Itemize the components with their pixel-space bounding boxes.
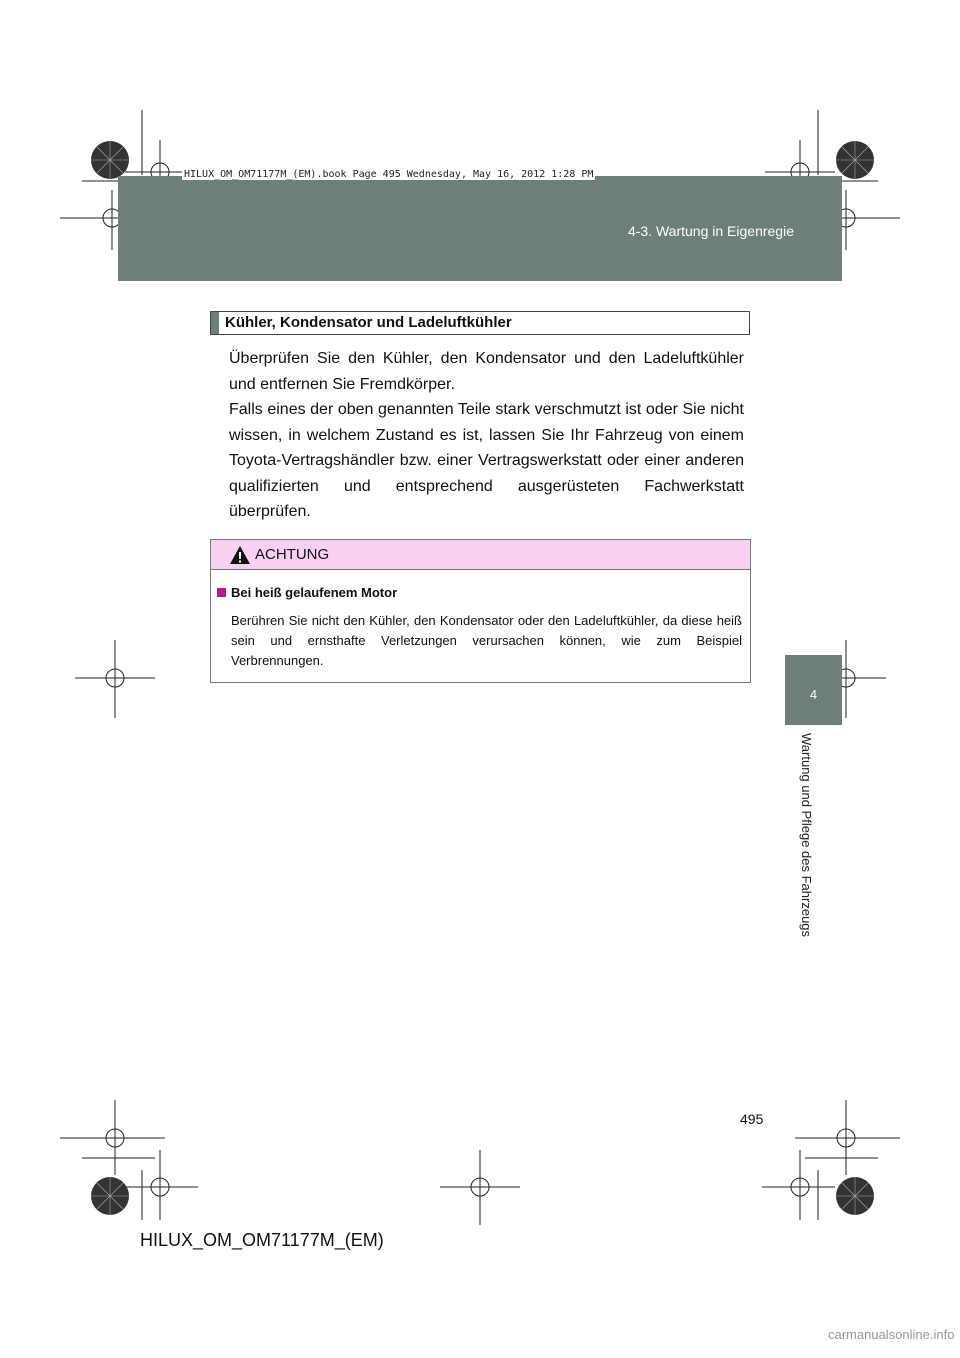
header-section-title: 4-3. Wartung in Eigenregie <box>627 223 794 239</box>
section-body <box>229 346 744 525</box>
header-bookline: HILUX_OM_OM71177M_(EM).book Page 495 Wednesday, May 16, 2012 1:28 PM <box>184 169 594 180</box>
warning-title: ACHTUNG <box>255 546 330 563</box>
warning-text: Berühren Sie nicht den Kühler, den Kondensator oder den Ladeluftkühler, da diese heiß sein und ernsthafte Verletzungen verursachen können, wie zum Beispiel Verbrennungen. <box>231 613 742 668</box>
warning-subheading-text: Bei heiß gelaufenem Motor <box>231 585 398 600</box>
header-band <box>118 176 842 281</box>
footer-watermark: carmanualsonline.info <box>828 1327 955 1342</box>
section-heading <box>210 311 750 335</box>
body-paragraph: Überprüfen Sie den Kühler, den Kondensator und den Ladeluftkühler und entfernen Sie Fremdkörper. <box>229 350 744 393</box>
page-number: 495 <box>740 1111 764 1127</box>
section-heading-label: Kühler, Kondensator und Ladeluftkühler <box>225 314 512 331</box>
footer-document-id: HILUX_OM_OM71177M_(EM) <box>140 1230 384 1250</box>
chapter-tab <box>785 655 842 725</box>
chapter-title-vertical: Wartung und Pflege des Fahrzeugs <box>799 733 814 938</box>
chapter-number: 4 <box>809 687 818 702</box>
bullet-square-icon <box>217 588 226 597</box>
warning-subheading <box>217 585 397 600</box>
warning-header <box>211 540 750 570</box>
warning-triangle-icon <box>229 545 251 565</box>
section-heading-bar <box>211 312 219 334</box>
warning-box <box>210 539 751 683</box>
body-paragraph: Falls eines der oben genannten Teile stark verschmutzt ist oder Sie nicht wissen, in welchem Zustand es ist, lassen Sie Ihr Fahrzeug von einem Toyota-Vertragshändler bzw. einer Vertragswerkstatt oder einer anderen qualifizierten und entsprechend ausgerüsteten Fachwerkstatt überprüfen. <box>229 401 744 520</box>
